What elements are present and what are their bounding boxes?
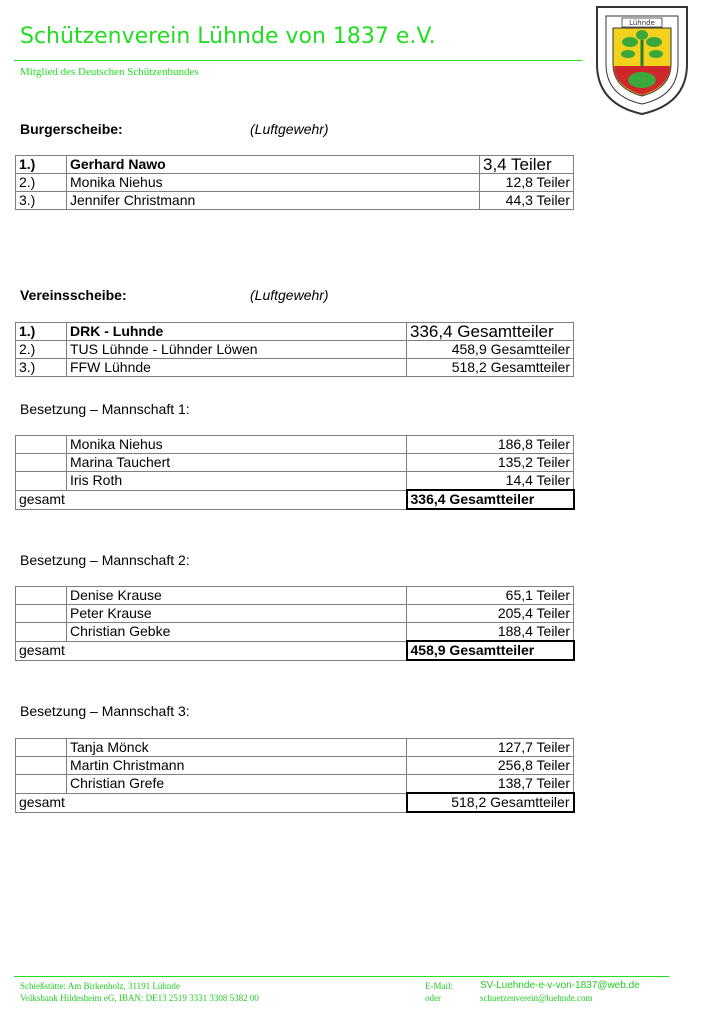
table-row bbox=[16, 739, 574, 757]
score-cell: 44,3 Teiler bbox=[480, 192, 574, 210]
vereinsscheibe-weapon: (Luftgewehr) bbox=[250, 287, 329, 303]
footer-bank: Volksbank Hildesheim eG, IBAN: DE13 2519 3331 3308 5382 00 bbox=[20, 993, 259, 1003]
footer-email-label: E-Mail: bbox=[425, 981, 453, 991]
name-cell: Iris Roth bbox=[67, 472, 407, 491]
place-cell: 1.) bbox=[16, 323, 67, 341]
table-row bbox=[16, 587, 574, 605]
score-cell: 256,8 Teiler bbox=[407, 757, 574, 775]
name-cell: Martin Christmann bbox=[67, 757, 407, 775]
empty-cell bbox=[16, 623, 67, 642]
empty-cell bbox=[16, 775, 67, 794]
name-cell: Christian Gebke bbox=[67, 623, 407, 642]
burgerscheibe-title: Burgerscheibe: bbox=[20, 121, 123, 137]
table-row bbox=[16, 359, 574, 377]
total-label: gesamt bbox=[16, 490, 407, 509]
table-row bbox=[16, 623, 574, 642]
total-row bbox=[16, 793, 574, 812]
team-1-table bbox=[15, 435, 575, 510]
total-label: gesamt bbox=[16, 641, 407, 660]
score-cell: 3,4 Teiler bbox=[480, 156, 574, 174]
score-cell: 65,1 Teiler bbox=[407, 587, 574, 605]
logo-top-text: Lühnde bbox=[629, 19, 655, 27]
team-1-title: Besetzung – Mannschaft 1: bbox=[20, 401, 190, 417]
name-cell: Monika Niehus bbox=[67, 174, 480, 192]
team-2-table bbox=[15, 586, 575, 661]
score-cell: 518,2 Gesamtteiler bbox=[407, 359, 574, 377]
table-row bbox=[16, 436, 574, 454]
total-score: 458,9 Gesamtteiler bbox=[407, 641, 574, 660]
footer-email-2-link[interactable]: schuetzenverein@luehnde.com bbox=[480, 993, 593, 1003]
empty-cell bbox=[16, 757, 67, 775]
team-2-title: Besetzung – Mannschaft 2: bbox=[20, 552, 190, 568]
score-cell: 188,4 Teiler bbox=[407, 623, 574, 642]
burgerscheibe-table bbox=[15, 155, 574, 210]
club-title: Schützenverein Lühnde von 1837 e.V. bbox=[20, 24, 436, 49]
score-cell: 14,4 Teiler bbox=[407, 472, 574, 491]
table-row bbox=[16, 757, 574, 775]
footer-divider bbox=[14, 976, 669, 977]
vereinsscheibe-title: Vereinsscheibe: bbox=[20, 287, 127, 303]
total-score: 518,2 Gesamtteiler bbox=[407, 793, 574, 812]
total-row bbox=[16, 490, 574, 509]
table-row bbox=[16, 323, 574, 341]
header-divider bbox=[14, 60, 582, 61]
footer-email-1-link[interactable]: SV-Luehnde-e-v-von-1837@web.de bbox=[480, 980, 640, 991]
table-row bbox=[16, 156, 574, 174]
table-row bbox=[16, 174, 574, 192]
score-cell: 186,8 Teiler bbox=[407, 436, 574, 454]
total-score: 336,4 Gesamtteiler bbox=[407, 490, 574, 509]
score-cell: 127,7 Teiler bbox=[407, 739, 574, 757]
name-cell: Jennifer Christmann bbox=[67, 192, 480, 210]
empty-cell bbox=[16, 454, 67, 472]
name-cell: FFW Lühnde bbox=[67, 359, 407, 377]
place-cell: 1.) bbox=[16, 156, 67, 174]
team-3-table bbox=[15, 738, 575, 813]
score-cell: 135,2 Teiler bbox=[407, 454, 574, 472]
score-cell: 458,9 Gesamtteiler bbox=[407, 341, 574, 359]
score-cell: 138,7 Teiler bbox=[407, 775, 574, 794]
club-subtitle: Mitglied des Deutschen Schützenbundes bbox=[20, 66, 199, 78]
place-cell: 2.) bbox=[16, 341, 67, 359]
empty-cell bbox=[16, 605, 67, 623]
table-row bbox=[16, 472, 574, 491]
name-cell: Christian Grefe bbox=[67, 775, 407, 794]
place-cell: 2.) bbox=[16, 174, 67, 192]
name-cell: Denise Krause bbox=[67, 587, 407, 605]
empty-cell bbox=[16, 436, 67, 454]
table-row bbox=[16, 341, 574, 359]
vereinsscheibe-table bbox=[15, 322, 574, 377]
score-cell: 336,4 Gesamtteiler bbox=[407, 323, 574, 341]
name-cell: TUS Lühnde - Lühnder Löwen bbox=[67, 341, 407, 359]
place-cell: 3.) bbox=[16, 192, 67, 210]
table-row bbox=[16, 192, 574, 210]
total-label: gesamt bbox=[16, 793, 407, 812]
name-cell: Monika Niehus bbox=[67, 436, 407, 454]
place-cell: 3.) bbox=[16, 359, 67, 377]
name-cell: Marina Tauchert bbox=[67, 454, 407, 472]
footer-or-label: oder bbox=[425, 993, 441, 1003]
name-cell: Peter Krause bbox=[67, 605, 407, 623]
score-cell: 12,8 Teiler bbox=[480, 174, 574, 192]
table-row bbox=[16, 605, 574, 623]
name-cell: Gerhard Nawo bbox=[67, 156, 480, 174]
name-cell: Tanja Mönck bbox=[67, 739, 407, 757]
empty-cell bbox=[16, 472, 67, 491]
club-crest-logo bbox=[594, 4, 690, 116]
total-row bbox=[16, 641, 574, 660]
burgerscheibe-weapon: (Luftgewehr) bbox=[250, 121, 329, 137]
score-cell: 205,4 Teiler bbox=[407, 605, 574, 623]
empty-cell bbox=[16, 739, 67, 757]
name-cell: DRK - Luhnde bbox=[67, 323, 407, 341]
table-row bbox=[16, 775, 574, 794]
team-3-title: Besetzung – Mannschaft 3: bbox=[20, 703, 190, 719]
empty-cell bbox=[16, 587, 67, 605]
table-row bbox=[16, 454, 574, 472]
footer-address: Schießstätte: Am Birkenholz, 31191 Lühnde bbox=[20, 981, 180, 991]
